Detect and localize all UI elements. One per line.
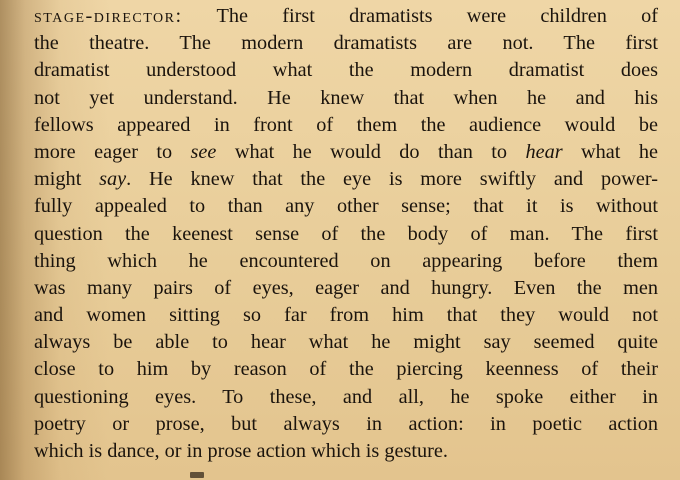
passage [34,3,658,465]
text-line-15: questioning eyes. To these, and all, he spoke either in [34,385,658,408]
emphasis-say: say [99,168,127,191]
text-line-16: poetry or prose, but always in action: in poetic action [34,412,658,435]
text-line-9: question the keenest sense of the body of man. The first [34,222,658,245]
text-line-17: which is dance, or in prose action which is gesture. [34,440,448,462]
text-line-5: fellows appeared in front of them the audience would be [34,113,658,136]
text-line-3: dramatist understood what the modern dramatist does [34,59,658,82]
text-line-1: stage-director: The first dramatists were children of [34,5,658,27]
text-line-6: more eager to see what he would do than to hear what he [34,140,658,163]
emphasis-hear: hear [525,140,563,163]
text-line-11: was many pairs of eyes, eager and hungry. Even the men [34,276,658,299]
text-line-8: fully appealed to than any other sense; that it is without [34,195,658,218]
text-line-10: thing which he encountered on appearing before them [34,249,658,272]
text-line-4: not yet understand. He knew that when he and his [34,86,658,109]
emphasis-see: see [190,140,217,163]
text-line-2: the theatre. The modern dramatists are not. The first [34,32,658,55]
text-line-12: and women sitting so far from him that they would not [34,304,658,327]
speaker-label: stage-director: [34,5,183,27]
text-line-14: close to him by reason of the piercing keenness of their [34,358,658,381]
next-line-fragment [190,472,204,478]
text-line-13: always be able to hear what he might say seemed quite [34,331,658,354]
text-line-7: might say. He knew that the eye is more swiftly and power- [34,168,658,191]
